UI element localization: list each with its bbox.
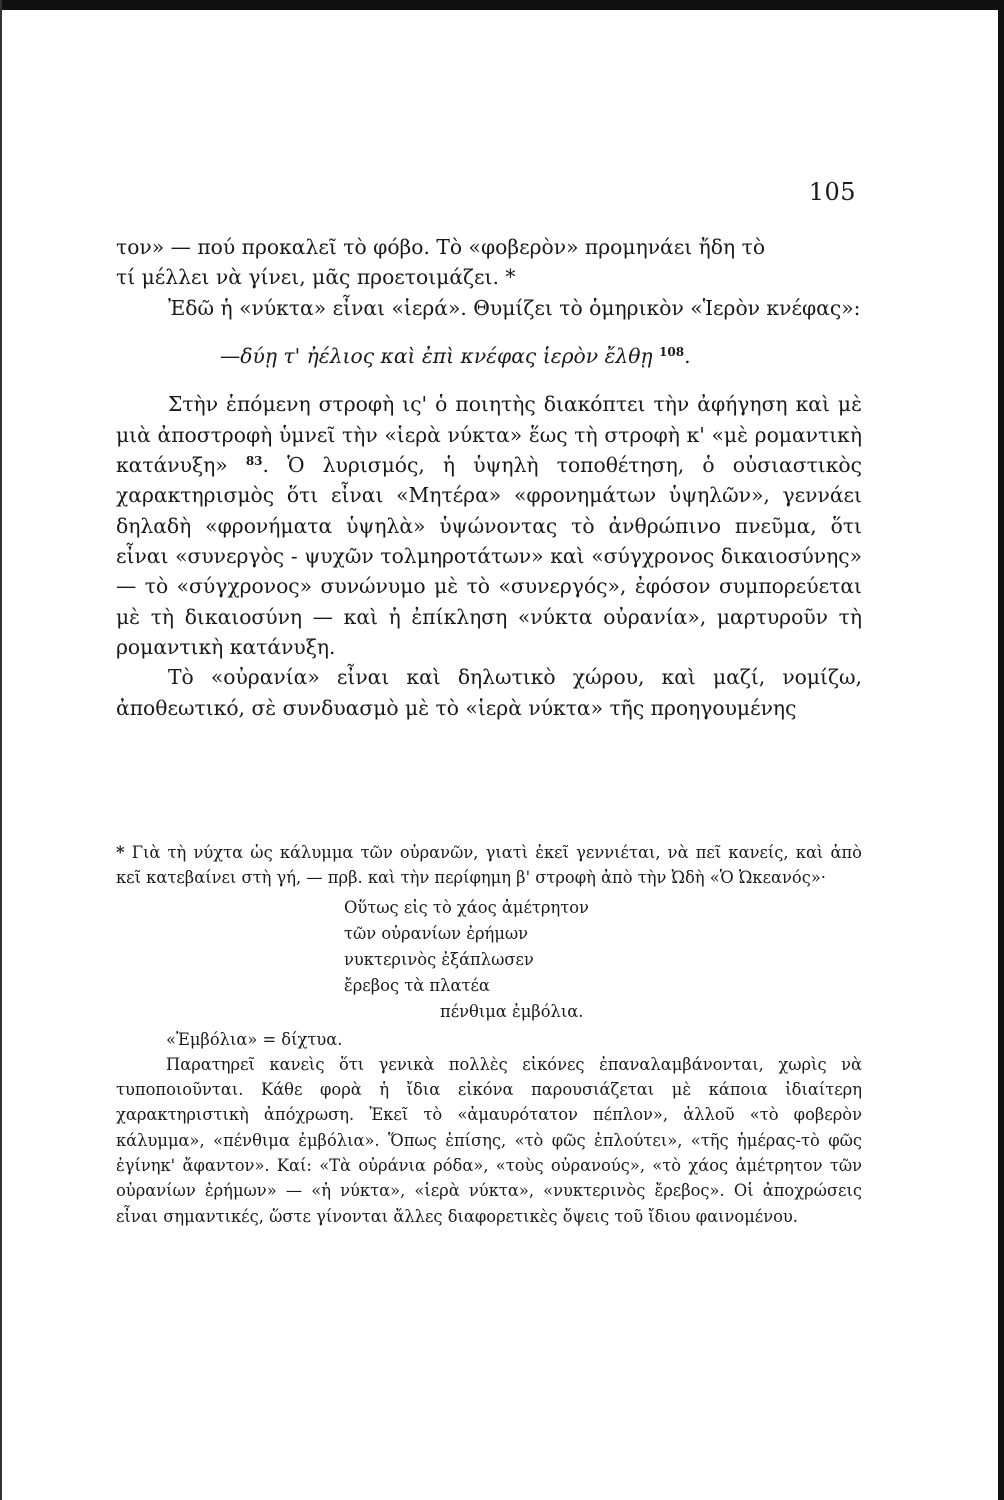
paragraph-1 — [116, 232, 862, 293]
paragraph-2: Ἐδῶ ἡ «νύκτα» εἶναι «ἱερά». Θυμίζει τὸ ὁμηρικὸν «Ἱερὸν κνέφας»: — [168, 295, 861, 320]
footnote-marker: * — [116, 843, 125, 862]
paragraph-3-part-a: Στὴν ἑπόμενη στροφὴ ις' ὁ ποιητὴς διακόπτει τὴν ἀφήγηση καὶ μὲ μιὰ ἀποστροφὴ ὑμνεῖ τὴν «ἱερὰ νύκτα» ἕως τὴ στροφὴ κ' «μὲ ρομαντικὴ κατάνυξη» — [116, 392, 862, 478]
homeric-quote: —δύῃ τ' ἠέλιος καὶ ἐπὶ κνέφας ἱερὸν ἔλθῃ $^{108}$. — [220, 344, 691, 369]
paragraph-3-footnote-ref: 83 — [245, 454, 263, 469]
paragraph-1-line-2: τί μέλλει νὰ γίνει, μᾶς προετοιμάζει. * — [116, 265, 516, 290]
paragraph-1-line-1: τον» — πού προκαλεῖ τὸ φόβο. Τὸ «φοβερὸν» προμηνάει ἤδη τὸ — [116, 235, 766, 259]
scan-edge-top — [0, 0, 1004, 10]
main-text — [116, 232, 862, 723]
footnote — [116, 840, 862, 1229]
footnote-poem — [344, 895, 862, 1025]
paragraph-3 — [116, 389, 862, 662]
paragraph-3-part-b: . Ὁ λυρισμός, ἡ ὑψηλὴ τοποθέτηση, ὁ οὐσιαστικὸς χαρακτηρισμὸς ὅτι εἶναι «Μητέρα» «φρονημάτων ὑψηλῶν», γεννάει δηλαδὴ «φρονήματα ὑψηλὰ» ὑψώνοντας τὸ ἀνθρώπινο πνεῦμα, ὅτι εἶναι «συνεργὸς - ψυχῶν τολμηροτάτων» καὶ «σύγχρονος δικαιοσύνης» — τὸ «σύγχρονος» συνώνυμο μὲ τὸ «συνεργός», ἐφόσον συμπορεύεται μὲ τὴ δικαιοσύνη — καὶ ἡ ἐπίκληση «νύκτα οὐρανία», μαρτυροῦν τὴ ρομαντικὴ κατάνυξη. — [116, 453, 862, 660]
footnote-gloss: «Ἐμβόλια» = δίχτυα. — [166, 1029, 343, 1049]
poem-line: τῶν οὐρανίων ἐρήμων — [344, 923, 529, 943]
scan-edge-right — [998, 0, 1004, 1500]
footnote-intro-text: Γιὰ τὴ νύχτα ὡς κάλυμμα τῶν οὐρανῶν, γιατὶ ἐκεῖ γεννιέται, νὰ πεῖ κανείς, καὶ ἀπὸ κεῖ κατεβαίνει στὴ γή, — πρβ. καὶ τὴν περίφημη β' στροφὴ ἀπὸ τὴν Ὠδὴ «Ὁ Ὠκεανός»· — [116, 843, 862, 888]
scan-edge-left — [0, 0, 2, 1500]
poem-line: ἔρεβος τὰ πλατέα — [344, 975, 490, 995]
footnote-intro — [116, 840, 862, 891]
poem-line: πένθιμα ἐμβόλια. — [440, 1001, 584, 1021]
page-number: 105 — [808, 178, 856, 206]
paragraph-4: Τὸ «οὐρανία» εἶναι καὶ δηλωτικὸ χώρου, καὶ μαζί, νομίζω, ἀποθεωτικό, σὲ συνδυασμὸ μὲ τὸ «ἱερὰ νύκτα» τῆς προηγουμένης — [116, 665, 862, 720]
poem-line: Οὕτως εἰς τὸ χάος ἀμέτρητον — [344, 897, 589, 917]
footnote-closing: Παρατηρεῖ κανεὶς ὅτι γενικὰ πολλὲς εἰκόνες ἐπαναλαμβάνονται, χωρὶς νὰ τυποποιοῦνται. Κάθε φορὰ ἡ ἴδια εἰκόνα παρουσιάζεται μὲ κάποια ἰδιαίτερη χαρακτηριστικὴ ἀπόχρωση. Ἐκεῖ τὸ «ἀμαυρότατον πέπλον», ἀλλοῦ «τὸ φοβερὸν κάλυμμα», «πένθιμα ἐμβόλια». Ὅπως ἐπίσης, «τὸ φῶς ἐπλούτει», «τῆς ἡμέρας-τὸ φῶς ἐγίνηκ' ἄφαντον». Καί: «Τὰ οὐράνια ρόδα», «τοὺς οὐρανούς», «τὸ χάος ἀμέτρητον τῶν οὐρανίων ἐρήμων» — «ἡ νύκτα», «ἱερὰ νύκτα», «νυκτερινὸς ἔρεβος». Οἱ ἀποχρώσεις εἶναι σημαντικές, ὥστε γίνονται ἄλλες διαφορετικὲς ὄψεις τοῦ ἴδιου φαινομένου. — [116, 1054, 862, 1226]
quote-footnote-ref: 108 — [659, 345, 685, 360]
poem-line: νυκτερινὸς ἐξάπλωσεν — [344, 949, 534, 969]
quote-text: —δύῃ τ' ἠέλιος καὶ ἐπὶ κνέφας ἱερὸν ἔλθῃ — [220, 344, 653, 369]
